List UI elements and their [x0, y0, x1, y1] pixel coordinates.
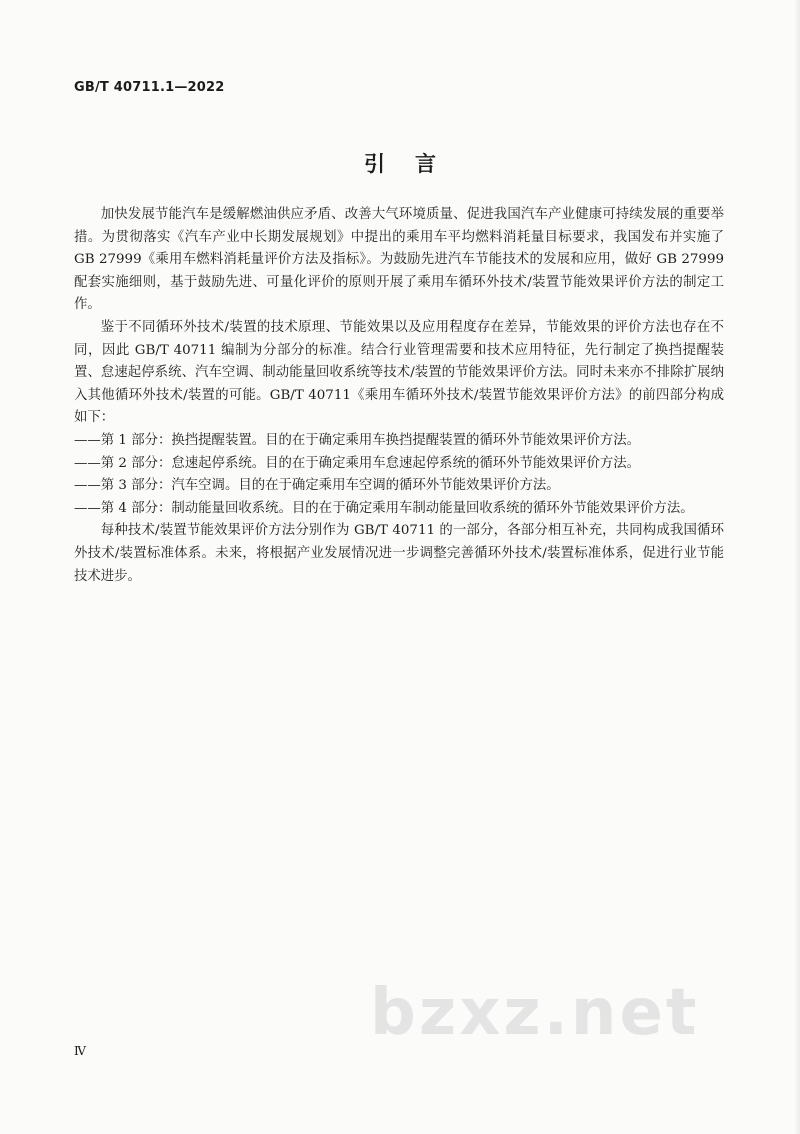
part-item-3: ——第 3 部分：汽车空调。目的在于确定乘用车空调的循环外节能效果评价方法。 [74, 478, 560, 494]
section-title: 引言 [364, 152, 466, 176]
part-item-4: ——第 4 部分：制动能量回收系统。目的在于确定乘用车制动能量回收系统的循环外节能效果评价方法。 [74, 500, 694, 516]
watermark: bzxz.net [370, 976, 700, 1050]
page-number: Ⅳ [74, 1044, 86, 1058]
part-item-1: ——第 1 部分：换挡提醒装置。目的在于确定乘用车换挡提醒装置的循环外节能效果评价方法。 [74, 432, 641, 448]
part-item-2: ——第 2 部分：怠速起停系统。目的在于确定乘用车怠速起停系统的循环外节能效果评价方法。 [74, 455, 641, 471]
paragraph-2: 鉴于不同循环外技术/装置的技术原理、节能效果以及应用程度存在差异，节能效果的评价方法也存在不同，因此 GB/T 40711 编制为分部分的标准。结合行业管理需要和技术应用特征，先行制定了换挡提醒装置、怠速起停系统、汽车空调、制动能量回收系统等技术/装置的节能效果评价方法。同时未来亦不排除扩展纳入其他循环外技术/装置的可能。GB/T 40711《乘用车循环外技术/装置节能效果评价方法》的前四部分构成如下： [74, 319, 724, 426]
closing-paragraph: 每种技术/装置节能效果评价方法分别作为 GB/T 40711 的一部分，各部分相互补充，共同构成我国循环外技术/装置标准体系。未来，将根据产业发展情况进一步调整完善循环外技术/装置标准体系，促进行业节能技术进步。 [74, 523, 724, 584]
standard-code-header: GB/T 40711.1—2022 [74, 80, 225, 95]
paragraph-1: 加快发展节能汽车是缓解燃油供应矛盾、改善大气环境质量、促进我国汽车产业健康可持续发展的重要举措。为贯彻落实《汽车产业中长期发展规划》中提出的乘用车平均燃料消耗量目标要求，我国发布并实施了 GB 27999《乘用车燃料消耗量评价方法及指标》。为鼓励先进汽车节能技术的发展和应用，做好 GB 27999 配套实施细则，基于鼓励先进、可量化评价的原则开展了乘用车循环外技术/装置节能效果评价方法的制定工作。 [74, 207, 724, 313]
introduction-body [74, 204, 724, 588]
page-edge-shadow [794, 0, 800, 1134]
